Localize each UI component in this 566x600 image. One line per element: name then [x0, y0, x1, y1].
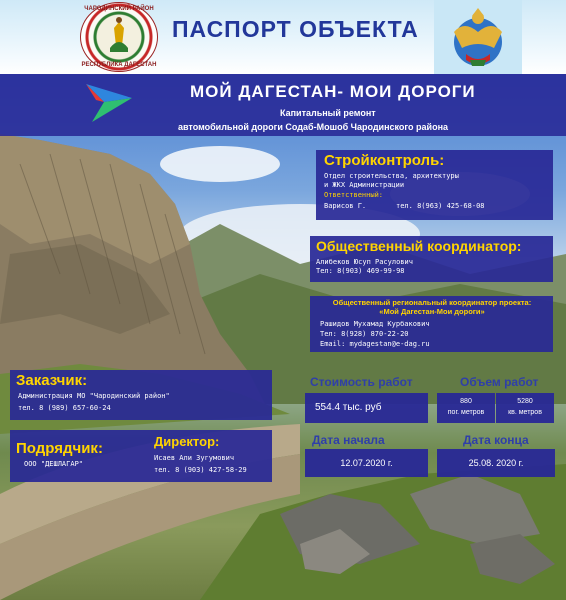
director-phone: тел. 8 (903) 427-58-29 — [154, 466, 247, 474]
public-coordinator-name: Алибеков Юсуп Расулович — [316, 258, 413, 266]
my-dagestan-arrow-logo-icon — [84, 80, 134, 124]
construction-control-admin: и ЖКХ Администрации — [324, 181, 405, 189]
customer-panel — [10, 370, 272, 420]
end-date-value: 25.08. 2020 г. — [468, 458, 524, 468]
contractor-title: Подрядчик: — [16, 440, 103, 457]
dagestan-coat-of-arms-icon — [434, 0, 522, 74]
banner-title: МОЙ ДАГЕСТАН- МОИ ДОРОГИ — [190, 82, 476, 101]
end-date-label: Дата конца — [463, 433, 529, 447]
contractor-org: ООО "ДЕШЛАГАР" — [24, 460, 84, 468]
start-date-value: 12.07.2020 г. — [340, 458, 393, 468]
volume-area-amount: 5280 — [517, 398, 533, 405]
banner-subtitle-line2: автомобильной дороги Содаб-Мошоб Чародинского района — [178, 122, 449, 132]
customer-org: Администрация МО "Чародинский район" — [18, 392, 170, 400]
start-date-label: Дата начала — [312, 433, 385, 447]
cost-label: Стоимость работ — [310, 375, 413, 389]
volume-linear-box — [437, 393, 495, 423]
public-coordinator-panel — [310, 236, 553, 282]
customer-title: Заказчик: — [16, 372, 88, 389]
regional-coordinator-phone: Тел: 8(928) 870-22-20 — [320, 330, 409, 338]
volume-linear-unit: пог. метров — [447, 409, 485, 416]
responsible-label: Ответственный: — [324, 191, 384, 199]
cost-box — [305, 393, 428, 423]
regional-coordinator-panel — [310, 296, 553, 352]
district-emblem-icon — [80, 2, 158, 72]
regional-coordinator-name: Рашидов Мухамад Курбакович — [320, 320, 430, 328]
director-title: Директор: — [154, 434, 220, 449]
contractor-panel — [10, 430, 272, 482]
construction-control-dept: Отдел строительства, архитектуры — [324, 172, 459, 180]
responsible-phone: тел. 8(963) 425-68-08 — [396, 202, 485, 210]
district-emblem-bottom-text: РЕСПУБЛИКА ДАГЕСТАН — [81, 62, 157, 68]
volume-area-unit: кв. метров — [508, 409, 542, 416]
customer-phone: тел. 8 (989) 657-60-24 — [18, 404, 111, 412]
director-name: Исаев Али Зугумович — [154, 454, 235, 462]
page-title: ПАСПОРТ ОБЪЕКТА — [172, 16, 419, 42]
end-date-box — [437, 449, 555, 477]
regional-coordinator-email: Email: mydagestan@e-dag.ru — [320, 340, 430, 348]
regional-coordinator-title: Общественный региональный координатор проекта: — [332, 298, 532, 307]
cost-value: 554.4 тыс. руб — [315, 402, 382, 413]
volume-linear-amount: 880 — [460, 398, 472, 405]
volume-area-box — [496, 393, 554, 423]
public-coordinator-title: Общественный координатор: — [316, 238, 522, 254]
header — [0, 0, 566, 74]
district-emblem-top-text: ЧАРОДИНСКИЙ РАЙОН — [84, 6, 154, 12]
start-date-box — [305, 449, 428, 477]
banner-subtitle-line1: Капитальный ремонт — [280, 108, 376, 118]
construction-control-title: Стройконтроль: — [324, 152, 445, 169]
volume-label: Объем работ — [460, 375, 539, 389]
responsible-name: Варисов Г. — [324, 202, 367, 210]
construction-control-panel — [316, 150, 553, 220]
public-coordinator-phone: Тел: 8(903) 469-99-98 — [316, 267, 405, 275]
regional-project-name: «Мой Дагестан-Мои дороги» — [379, 307, 485, 316]
